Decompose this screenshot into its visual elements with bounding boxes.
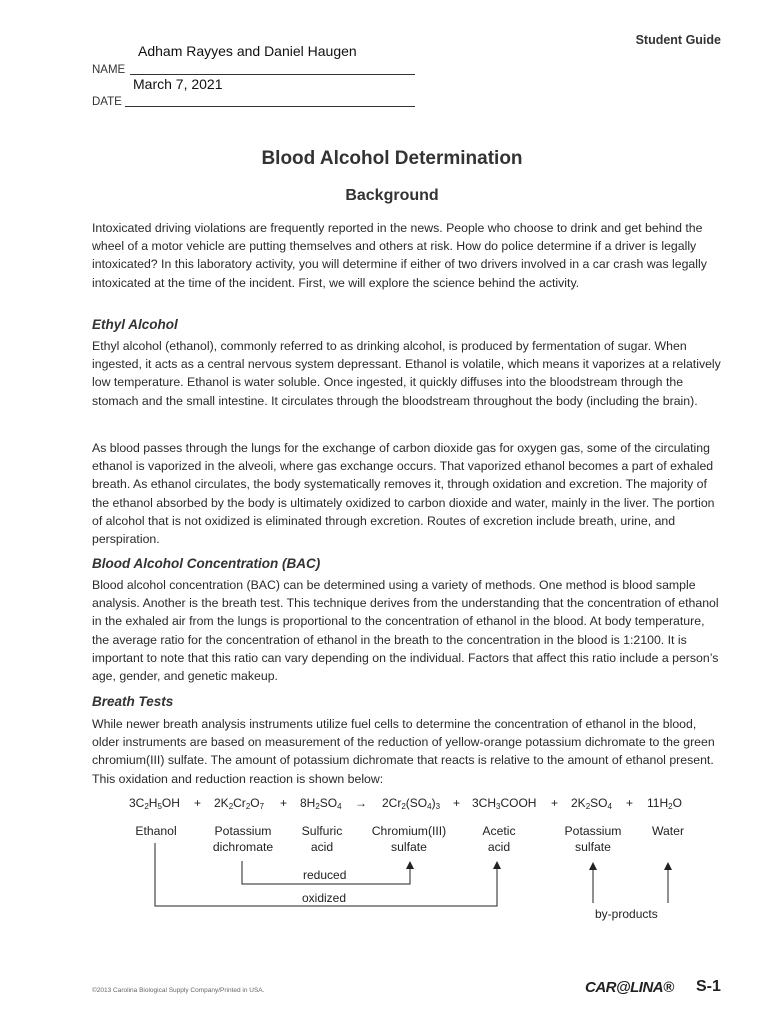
reduced-label: reduced bbox=[303, 868, 347, 882]
formula-sulfuric-acid: $8H_2SO_4$ bbox=[300, 796, 342, 811]
label-water: Water bbox=[651, 824, 685, 838]
plus-sign: + bbox=[194, 796, 202, 810]
ethyl-paragraph-1: Ethyl alcohol (ethanol), commonly referred to as drinking alcohol, is produced by fermentation of sugar. When ingested, it acts as a central nervous system depressant. Ethanol is volatile, which means it vaporizes at a relatively low temperature. Ethanol is water soluble. Once ingested, it quickly diffuses into the bloodstream through the stomach and the small intestine. It circulates through the bloodstream throughout the body (including the brain). bbox=[92, 339, 721, 408]
bac-paragraph: Blood alcohol concentration (BAC) can be determined using a variety of methods. One method is blood sample analysis. Another is the breath test. This technique derives from the understanding that the concentration of ethanol in the exhaled air from the lungs is proportional to the concentration of ethanol in the blood. At body temperature, the average ratio for the concentration of ethanol in the breath to the concentration in the blood is 1:2100. It is important to note that this ratio can vary depending on the individual. Factors that affect this ratio include a person’s age, gender, and genetic makeup. bbox=[92, 578, 719, 684]
oxidized-label: oxidized bbox=[302, 891, 347, 905]
label-chromium-sulfate: Chromium(III) sulfate bbox=[371, 824, 447, 854]
ethyl-paragraph-2: As blood passes through the lungs for the exchange of carbon dioxide gas for oxygen gas, some of the circulating ethanol is vaporized in the alveoli, where gas exchange occurs. That vaporized ethanol becomes a part of exhaled breath. As ethanol circulates, the body systematically removes it, through oxidation and excretion. The majority of the ethanol absorbed by the body is ultimately oxidized to carbon dioxide and water, mainly in the liver. The portion of alcohol that is not oxidized is eliminated through excretion. Routes of excretion include breath, urine, and perspiration. bbox=[92, 441, 715, 547]
formula-acetic-acid: $3CH_3COOH$ bbox=[472, 796, 537, 811]
formula-ethanol: $3C_2H_5OH$ bbox=[129, 796, 180, 811]
reaction-arrow: → bbox=[355, 796, 367, 810]
plus-sign: + bbox=[626, 796, 634, 810]
label-acetic-acid: Acetic acid bbox=[482, 824, 516, 854]
label-potassium-sulfate: Potassium sulfate bbox=[564, 824, 622, 854]
formula-water: $11H_2O$ bbox=[647, 796, 682, 811]
plus-sign: + bbox=[280, 796, 288, 810]
heading-bac: Blood Alcohol Concentration (BAC) bbox=[92, 556, 321, 571]
date-value: March 7, 2021 bbox=[133, 76, 223, 92]
carolina-logo: CAR@LINA® bbox=[585, 979, 674, 996]
label-ethanol: Ethanol bbox=[135, 824, 177, 838]
label-sulfuric-acid: Sulfuric acid bbox=[301, 824, 343, 854]
formula-potassium-sulfate: $2K_2SO_4$ bbox=[571, 796, 612, 811]
plus-sign: + bbox=[453, 796, 461, 810]
heading-ethyl-alcohol: Ethyl Alcohol bbox=[92, 317, 178, 332]
heading-breath-tests: Breath Tests bbox=[92, 694, 174, 709]
byproducts-label: by-products bbox=[595, 907, 658, 921]
formula-potassium-dichromate: $2K_2Cr_2O_7$ bbox=[214, 796, 265, 811]
page-title: Blood Alcohol Determination bbox=[261, 148, 523, 169]
guide-label: Student Guide bbox=[635, 33, 721, 47]
name-value: Adham Rayyes and Daniel Haugen bbox=[138, 43, 357, 59]
name-label: NAME bbox=[92, 64, 126, 76]
formula-chromium-sulfate: $2Cr_2(SO_4)_3$ bbox=[382, 796, 441, 811]
plus-sign: + bbox=[551, 796, 559, 810]
copyright-notice: ©2013 Carolina Biological Supply Company/Printed in USA. bbox=[92, 987, 265, 994]
label-potassium-dichromate: Potassium dichromate bbox=[212, 824, 274, 854]
intro-paragraph: Intoxicated driving violations are frequently reported in the news. People who choose to drink and get behind the wheel of a motor vehicle are putting themselves and others at risk. How do police determine if a driver is legally intoxicated? In this laboratory activity, you will determine if either of two drivers involved in a car crash was legally intoxicated at the time of the incident. First, we will explore the science behind the activity. bbox=[92, 221, 707, 290]
date-label: DATE bbox=[92, 96, 122, 108]
breath-paragraph: While newer breath analysis instruments utilize fuel cells to determine the concentration of ethanol in the blood, older instruments are based on measurement of the reduction of yellow-orange potassium dichromate to the green chromium(III) sulfate. The amount of potassium dichromate that reacts is relative to the amount of ethanol present. This oxidation and reduction reaction is shown below: bbox=[92, 717, 715, 786]
section-title: Background bbox=[345, 187, 439, 204]
page-number: S-1 bbox=[696, 978, 721, 995]
